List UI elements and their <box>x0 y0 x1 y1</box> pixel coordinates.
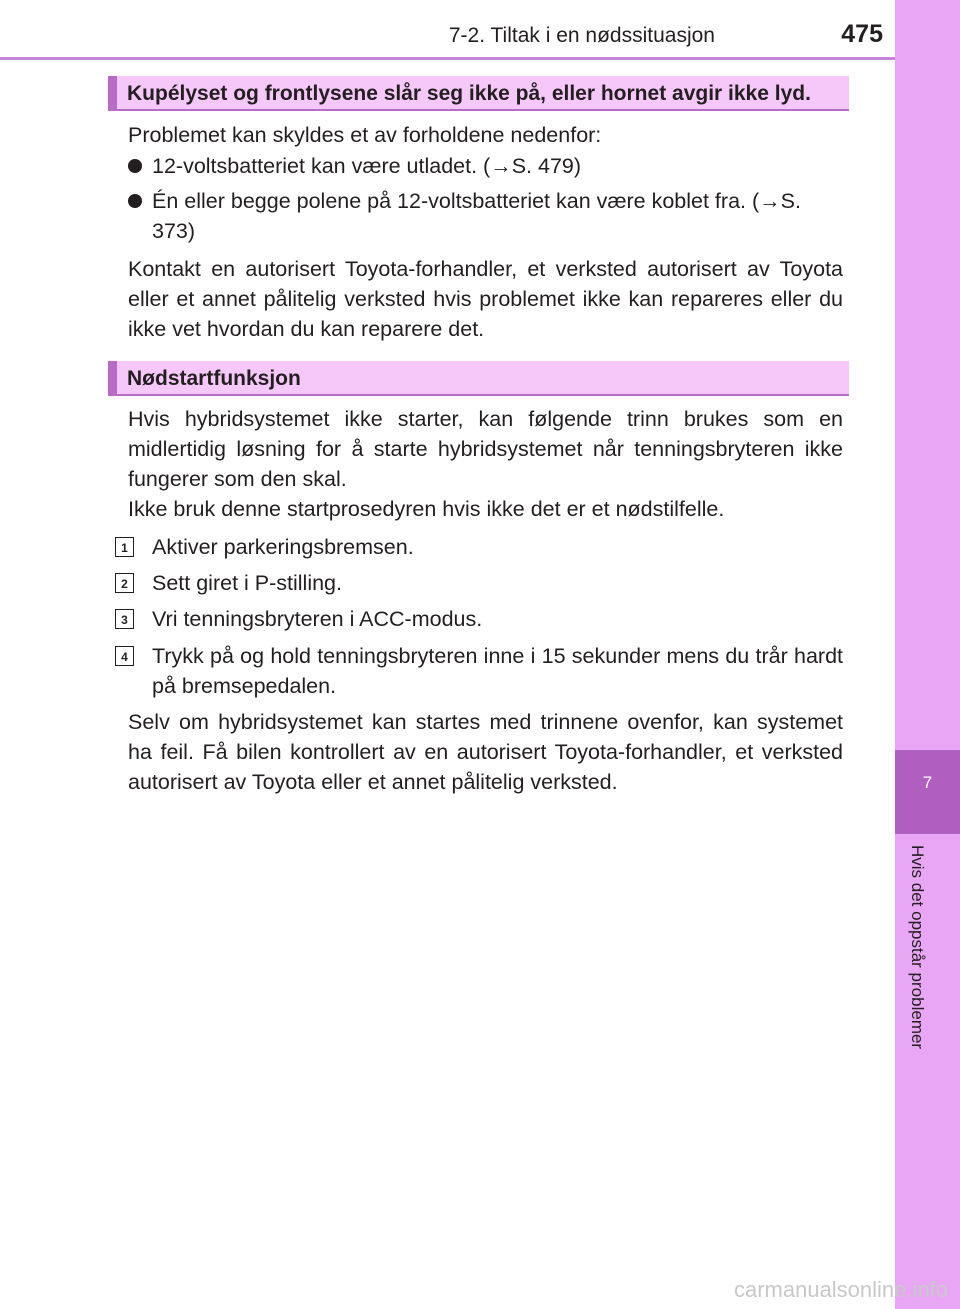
step-text: Sett giret i P-stilling. <box>152 571 342 595</box>
step-text: Trykk på og hold tenningsbryteren inne i 15 sekunder mens du trår hardt på bremsepedalen. <box>152 644 843 698</box>
paragraph: Ikke bruk denne startprosedyren hvis ikke det er et nødstilfelle. <box>128 497 725 521</box>
section-heading-title: Kupélyset og frontlysene slår seg ikke på, eller hornet avgir ikke lyd. <box>127 82 811 105</box>
paragraph: Problemet kan skyldes et av forholdene nedenfor: <box>128 123 602 147</box>
paragraph: Selv om hybridsystemet kan startes med trinnene ovenfor, kan systemet ha feil. Få bilen kontrollert av en autorisert Toyota-forhandler, et verksted autorisert av Toyota eller et annet pålitelig verksted. <box>128 710 843 794</box>
step-number: 3 <box>115 609 134 629</box>
step-text: Vri tenningsbryteren i ACC-modus. <box>152 607 483 631</box>
step-item <box>115 568 843 598</box>
step-number: 2 <box>115 573 134 593</box>
bullet-text: Én eller begge polene på 12-voltsbatteriet kan være koblet fra. (→S. 373) <box>152 189 801 243</box>
bullet-icon <box>128 159 142 173</box>
step-text: Aktiver parkeringsbremsen. <box>152 535 414 559</box>
paragraph: Hvis hybridsystemet ikke starter, kan følgende trinn brukes som en midlertidig løsning for å starte hybridsystemet når tenningsbryteren ikke fungerer som den skal. <box>128 407 843 491</box>
section-title: 7-2. Tiltak i en nødssituasjon <box>448 24 715 47</box>
page-header <box>0 0 895 60</box>
bullet-text: 12-voltsbatteriet kan være utladet. (→S. 479) <box>152 154 582 178</box>
section-heading <box>108 76 849 111</box>
bullet-icon <box>128 194 142 208</box>
step-item <box>115 641 843 701</box>
step-number: 1 <box>115 537 134 557</box>
chapter-number: 7 <box>922 773 933 792</box>
chapter-title: Hvis det oppstår problemer <box>908 845 927 1050</box>
header-rule <box>0 57 895 60</box>
heading-accent-bar <box>108 76 117 109</box>
section-heading <box>108 361 849 396</box>
bullet-item <box>128 186 843 246</box>
step-item <box>115 604 843 634</box>
paragraph: Kontakt en autorisert Toyota-forhandler, et verksted autorisert av Toyota eller et annet pålitelig verksted hvis problemet ikke kan repareres eller du ikke vet hvordan du kan reparere det. <box>128 257 843 341</box>
step-number: 4 <box>115 646 134 666</box>
watermark: carmanualsonline.info <box>733 1277 948 1302</box>
section-heading-title: Nødstartfunksjon <box>127 367 301 390</box>
bullet-item <box>128 151 843 181</box>
chapter-sidebar <box>895 0 960 1309</box>
page-number: 475 <box>841 20 883 48</box>
step-item <box>115 532 843 562</box>
heading-accent-bar <box>108 361 117 394</box>
